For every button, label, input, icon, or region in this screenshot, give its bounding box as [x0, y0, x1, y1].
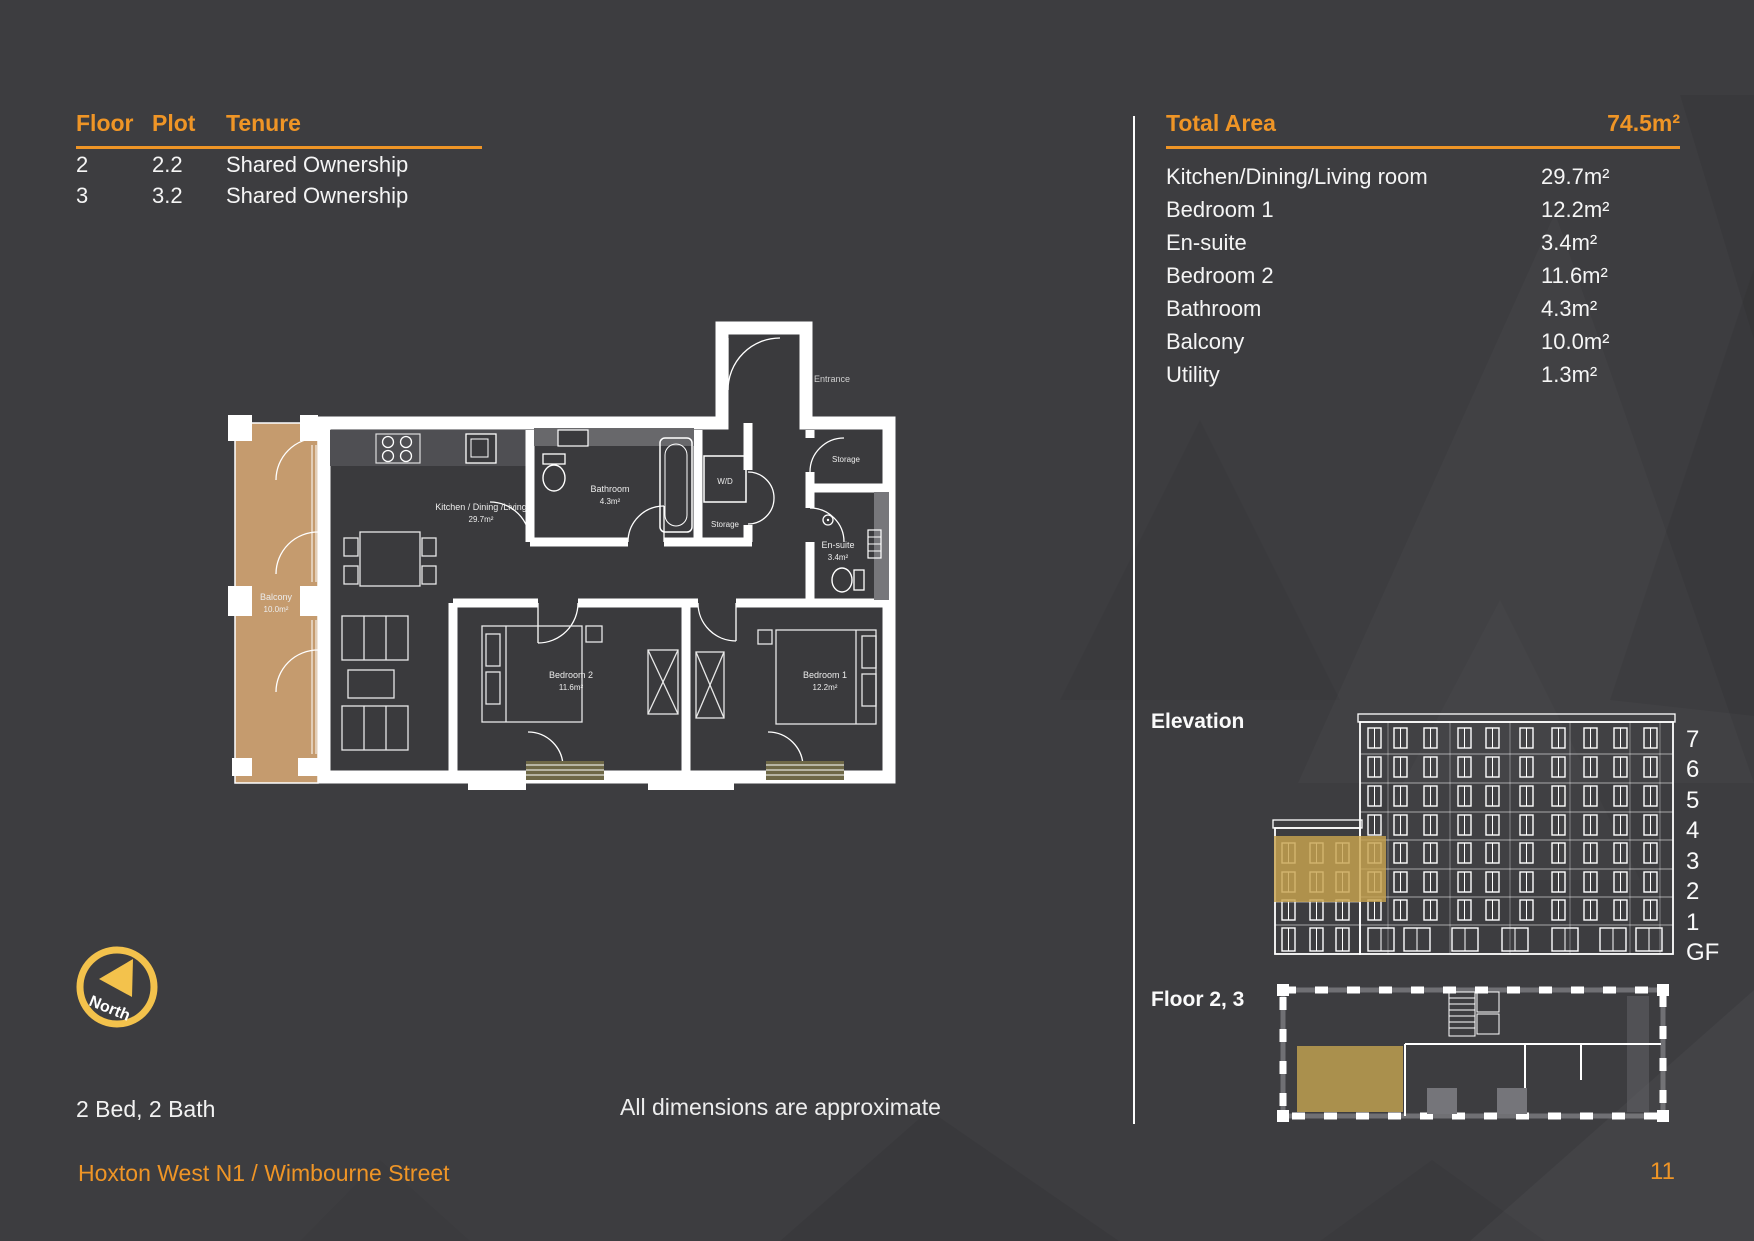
area-value: 12.2m²: [1541, 197, 1610, 222]
area-row: [1166, 193, 1680, 226]
total-area-value: 74.5m²: [1607, 110, 1680, 136]
bedroom2-label: Bedroom 2: [548, 670, 594, 680]
wd-label: W/D: [717, 477, 733, 486]
keyplan-highlight-plot: [1297, 1046, 1403, 1112]
project-name: Hoxton West N1 / Wimbourne Street: [78, 1160, 450, 1186]
balcony-label: Balcony: [259, 592, 293, 602]
area-value: 1.3m²: [1541, 362, 1598, 387]
north-compass-icon: [73, 943, 161, 1031]
plot-row1-tenure: Shared Ownership: [226, 152, 409, 177]
plot-table-row: [76, 180, 482, 211]
apartment-floorplan: [228, 320, 908, 790]
bedroom2-area: 11.6m²: [558, 683, 584, 692]
floor-keyplan: [1275, 980, 1675, 1128]
apartment-outer-walls: [324, 328, 889, 777]
bathroom-label: Bathroom: [590, 484, 630, 494]
area-row: [1166, 292, 1680, 325]
bed-bath-summary: 2 Bed, 2 Bath: [76, 1096, 216, 1122]
kitchen-label: Kitchen / Dining /Living: [435, 502, 527, 512]
area-label: Balcony: [1166, 329, 1245, 354]
kitchen-counter: [330, 430, 530, 466]
area-row: [1166, 160, 1680, 193]
keyplan-label: Floor 2, 3: [1151, 988, 1245, 1011]
floor-label-5: 5: [1686, 787, 1700, 814]
total-area-table: [1166, 110, 1680, 391]
area-label: Kitchen/Dining/Living room: [1166, 164, 1428, 189]
plot-col-tenure: Tenure: [226, 110, 301, 136]
building-elevation: [1270, 712, 1690, 964]
floor-label-6: 6: [1686, 756, 1700, 783]
ensuite-label: En-suite: [821, 540, 855, 550]
plot-row1-plot: 2.2: [152, 152, 183, 177]
area-value: 29.7m²: [1541, 164, 1610, 189]
area-value: 3.4m²: [1541, 230, 1598, 255]
plot-table: [76, 110, 482, 211]
area-rows: [1166, 160, 1680, 391]
plot-row2-plot: 3.2: [152, 183, 183, 208]
stair-core: [1449, 992, 1499, 1036]
floor-label-gf: GF: [1686, 939, 1720, 966]
floor-label-2: 2: [1686, 878, 1700, 905]
floor-label-7: 7: [1686, 726, 1700, 753]
area-value: 10.0m²: [1541, 329, 1610, 354]
area-row: [1166, 226, 1680, 259]
storage-hall-label: Storage: [831, 455, 861, 464]
floor-label-4: 4: [1686, 817, 1700, 844]
plot-col-plot: Plot: [152, 110, 196, 136]
area-label: Bedroom 1: [1166, 197, 1274, 222]
vertical-divider: [1133, 116, 1135, 1124]
area-row: [1166, 325, 1680, 358]
floor-label-1: 1: [1686, 909, 1700, 936]
plot-col-floor: Floor: [76, 110, 134, 136]
elevation-label: Elevation: [1151, 710, 1245, 733]
floor-label-3: 3: [1686, 848, 1700, 875]
storage-closet-label: Storage: [710, 520, 740, 529]
bathroom-area: 4.3m²: [599, 497, 621, 506]
area-label: Bedroom 2: [1166, 263, 1274, 288]
elevation-highlight-plot: [1274, 836, 1386, 902]
area-value: 11.6m²: [1541, 263, 1608, 288]
area-label: En-suite: [1166, 230, 1247, 255]
entrance-label: Entrance: [814, 374, 851, 384]
area-row: [1166, 358, 1680, 391]
total-area-header: [1166, 110, 1680, 149]
dimensions-disclaimer: All dimensions are approximate: [620, 1094, 941, 1120]
plot-table-header: [76, 110, 482, 149]
page-number: 11: [1650, 1158, 1675, 1185]
area-value: 4.3m²: [1541, 296, 1598, 321]
plot-row2-tenure: Shared Ownership: [226, 183, 409, 208]
kitchen-area: 29.7m²: [468, 515, 494, 524]
area-row: [1166, 259, 1680, 292]
balcony-area: 10.0m²: [263, 605, 289, 614]
bedroom1-label: Bedroom 1: [802, 670, 848, 680]
compass-north-label: North: [86, 992, 133, 1025]
area-label: Utility: [1166, 362, 1220, 387]
total-area-title: Total Area: [1166, 110, 1276, 136]
ensuite-area: 3.4m²: [827, 553, 849, 562]
plot-row2-floor: 3: [76, 183, 89, 208]
plot-row1-floor: 2: [76, 152, 89, 177]
plot-table-row: [76, 149, 482, 180]
area-label: Bathroom: [1166, 296, 1262, 321]
north-arrow: [99, 959, 133, 997]
bedroom1-area: 12.2m²: [812, 683, 838, 692]
